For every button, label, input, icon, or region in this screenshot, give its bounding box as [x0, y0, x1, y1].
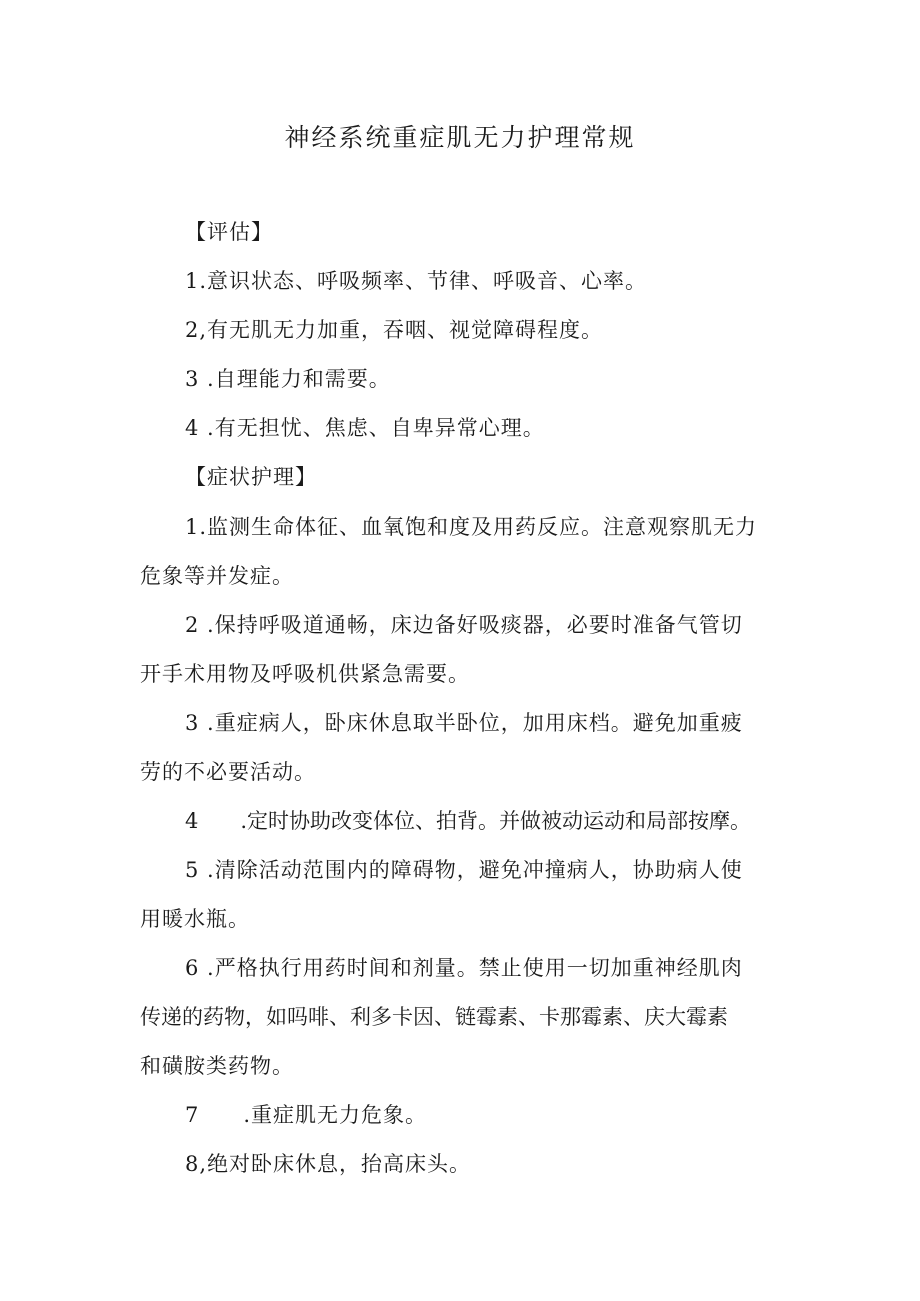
assessment-item-4: 4 .有无担忧、焦虑、自卑异常心理。 — [185, 416, 545, 440]
care-item-1-line-2: 危象等并发症。 — [140, 564, 294, 588]
section-heading-symptom-care: 【症状护理】 — [185, 465, 317, 489]
assessment-item-1: 1.意识状态、呼吸频率、节律、呼吸音、心率。 — [185, 269, 648, 293]
care-item-7: 7 .重症肌无力危象。 — [185, 1103, 428, 1127]
assessment-item-2: 2,有无肌无力加重，吞咽、视觉障碍程度。 — [185, 318, 604, 342]
care-item-6-line-3: 和磺胺类药物。 — [140, 1054, 294, 1078]
document-title: 神经系统重症肌无力护理常规 — [284, 123, 636, 152]
care-item-3-line-2: 劳的不必要活动。 — [140, 760, 316, 784]
care-item-5-line-1: 5 .清除活动范围内的障碍物，避免冲撞病人，协助病人使 — [185, 858, 743, 882]
care-item-8: 8,绝对卧床休息，抬高床头。 — [185, 1152, 472, 1176]
assessment-item-3: 3 .自理能力和需要。 — [185, 367, 391, 391]
care-item-3-line-1: 3 .重症病人，卧床休息取半卧位，加用床档。避免加重疲 — [185, 711, 743, 735]
care-item-4: 4 .定时协助改变体位、拍背。并做被动运动和局部按摩。 — [185, 809, 752, 833]
care-item-2-line-1: 2 .保持呼吸道通畅，床边备好吸痰器，必要时准备气管切 — [185, 613, 743, 637]
care-item-6-line-1: 6 .严格执行用药时间和剂量。禁止使用一切加重神经肌肉 — [185, 956, 743, 980]
section-heading-assessment: 【评估】 — [185, 220, 273, 244]
care-item-5-line-2: 用暖水瓶。 — [140, 907, 250, 931]
care-item-6-line-2: 传递的药物，如吗啡、利多卡因、链霉素、卡那霉素、庆大霉素 — [140, 1005, 728, 1029]
care-item-2-line-2: 开手术用物及呼吸机供紧急需要。 — [140, 662, 470, 686]
care-item-1-line-1: 1.监测生命体征、血氧饱和度及用药反应。注意观察肌无力 — [185, 515, 758, 539]
